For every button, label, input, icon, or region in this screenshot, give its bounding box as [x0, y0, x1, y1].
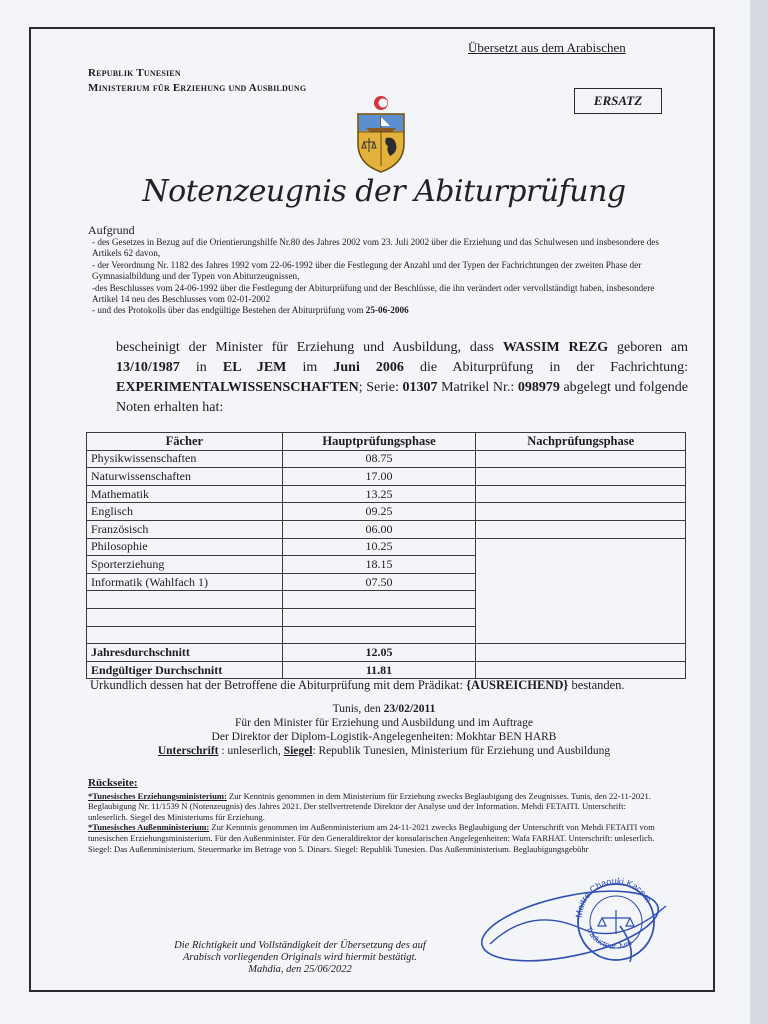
annual-average-row: Jahresdurchschnitt 12.05: [87, 644, 686, 662]
exam-session: Juni 2006: [333, 360, 404, 375]
foreign-ministry-note: *Tunesisches Außenministerium: Zur Kenntnis genommen im Außenministerium am 24-11-2021 zwecks Beglaubigung der Unterschrift von Mehdi FETAITI vom tunesischen Erziehungsministerium. Für den Außenminister. Für den Generaldirektor der konsularischen Angelegenheiten: Wafa FARHAT. Unterschrift: unleserlich. Siegel: Das Außenministerium. Steuermarke im Betrage von 5. Dinars. Siegel: Republik Tunesien. Das Außenministerium. Beglaubigungsgebühr: [88, 822, 655, 854]
issue-date: 23/02/2011: [383, 703, 436, 715]
on-behalf-line: Für den Minister für Erziehung und Ausbildung und im Auftrage: [234, 717, 533, 729]
verdict-line: Urkundlich dessen hat der Betroffene die Abiturprüfung mit dem Prädikat: {AUSREICHEND} bestanden.: [90, 678, 625, 692]
issue-date-line: Tunis, den 23/02/2011: [332, 703, 436, 715]
verdict-grade: {AUSREICHEND}: [466, 678, 569, 692]
certification-paragraph: bescheinigt der Minister für Erziehung und Ausbildung, dass WASSIM REZG geboren am 13/10/1987 in EL JEM im Juni 2006 die Abiturprüfung in der Fachrichtung: EXPERIMENTALWISSENSCHAFTEN; Serie: 01307 Matrikel Nr.: 098979 abgelegt und folgende Noten erhalten hat:: [116, 340, 689, 415]
header-subjects: Fächer: [87, 433, 283, 451]
series-number: 01307: [402, 380, 438, 395]
stamp-text-bottom: Traducteur Juré: [584, 925, 634, 951]
republic-name: Republik Tunesien: [88, 67, 181, 79]
birth-place: EL JEM: [222, 360, 287, 375]
table-row: Französisch 06.00: [87, 520, 686, 538]
table-row: Naturwissenschaften 17.00: [87, 468, 686, 486]
grades-table: [86, 432, 686, 679]
coat-of-arms-icon: [352, 94, 410, 174]
document-title: Notenzeugnis der Abiturprüfung: [142, 174, 626, 209]
table-row: Mathematik 13.25: [87, 485, 686, 503]
translator-stamp-icon: [470, 866, 670, 966]
header-resit-phase: Nachprüfungsphase: [476, 433, 686, 451]
director-line: Der Direktor der Diplom-Logistik-Angelegenheiten: Mokhtar BEN HARB: [211, 731, 557, 743]
header-main-phase: Hauptprüfungsphase: [282, 433, 476, 451]
back-side-section: [88, 778, 662, 854]
legal-basis-clauses: [92, 237, 662, 317]
page-edge: [750, 0, 768, 1024]
table-row: Sporterziehung 18.15: [87, 556, 686, 574]
final-average-row: Endgültiger Durchschnitt 11.81: [87, 661, 686, 679]
stamp-text-top: Maitre Chaouki Kacem: [573, 875, 654, 919]
education-ministry-note: *Tunesisches Erziehungsministerium: Zur Kenntnis genommen in dem Ministerium für Erziehung zwecks Beglaubigung des Zeugnisses. Tunis, den 22-11-2021. Beglaubigung Nr. 11/1539 N (Notenzeugnis) des Jahres 2021. Der stellvertretende Direktor der Analyse und der Information. Mehdi FETAITI. Unterschrift: unleserlich. Siegel des Ministeriums für Erziehung.: [88, 790, 651, 822]
translation-note: Übersetzt aus dem Arabischen: [468, 40, 626, 55]
translator-confirmation: Die Richtigkeit und Vollständigkeit der Übersetzung des auf Arabisch vorliegenden Originals wird hiermit bestätigt. Mahdia, den 25/06/2022: [174, 940, 426, 975]
table-row: Informatik (Wahlfach 1) 07.50: [87, 573, 686, 591]
signature-seal-line: Unterschrift : unleserlich, Siegel: Republik Tunesien, Ministerium für Erziehung und Ausbildung: [157, 745, 611, 757]
candidate-name: WASSIM REZG: [502, 340, 609, 355]
protocol-date: 25-06-2006: [365, 305, 409, 316]
issuer-block: [88, 66, 306, 96]
field-of-study: EXPERIMENTALWISSENSCHAFTEN: [116, 380, 359, 395]
back-side-heading: Rückseite:: [88, 777, 138, 789]
clause-law: - des Gesetzes in Bezug auf die Orientierungshilfe Nr.80 des Jahres 2002 vom 23. Juli 2002 über die Erziehung und das Schulwesen und insbesondere des Artikels 62 davon,: [92, 237, 659, 259]
clause-resolution: -des Beschlusses vom 24-06-1992 über die Festlegung der Abiturprüfung und der Beschlüsse, die ihn verändert oder vervollständigt haben, insbesondere Artikel 14 neu des Beschlusses vom 02-01-2002: [92, 282, 655, 305]
matricule-number: 098979: [517, 380, 560, 395]
table-row: Philosophie 10.25: [87, 538, 686, 556]
clause-decree: - der Verordnung Nr. 1182 des Jahres 1992 vom 22-06-1992 über die Festlegung der Anzahl und der Typen der Fachrichtungen der zweiten Phase der Gymnasialbildung und der Typen von Abiturzeugnissen,: [92, 259, 642, 282]
legal-basis-intro: Aufgrund: [88, 223, 135, 237]
signature-block: [90, 702, 678, 758]
clause-protocol: - und des Protokolls über das endgültige Bestehen der Abiturprüfung vom 25-06-2006: [92, 305, 409, 316]
birth-date: 13/10/1987: [116, 360, 180, 375]
table-row: Englisch 09.25: [87, 503, 686, 521]
replacement-badge: ERSATZ: [574, 88, 662, 114]
table-row: Physikwissenschaften 08.75: [87, 450, 686, 468]
ministry-name: Ministerium für Erziehung und Ausbildung: [88, 82, 307, 94]
